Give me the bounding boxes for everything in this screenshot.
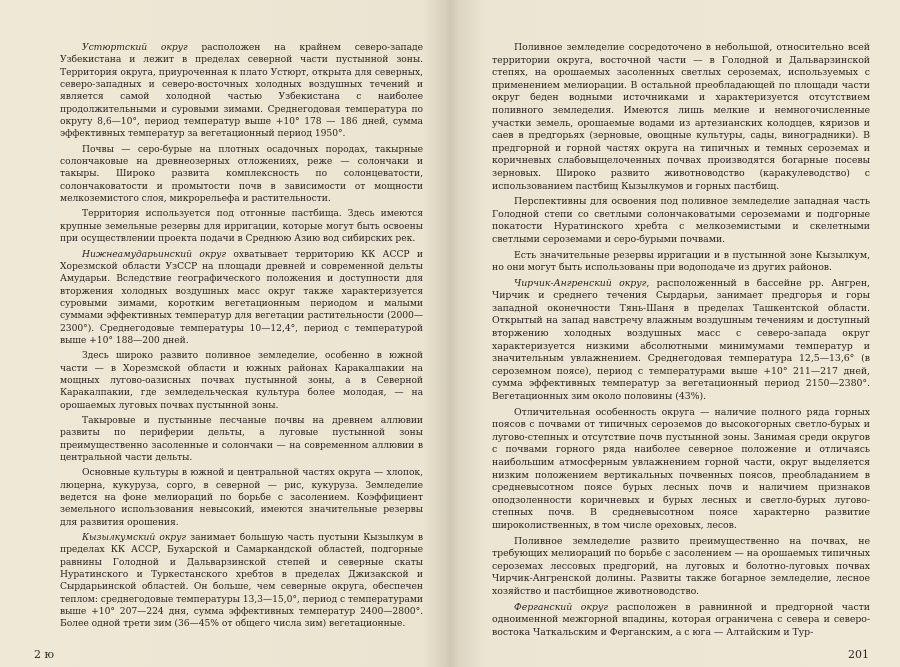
paragraph-text: Есть значительные резервы ирригации и в пустынной зоне Кызылкум, но они могут быть использованы при водоподаче из других районов. [492,249,870,274]
paragraph [492,278,870,404]
paragraph-text: Почвы — серо-бурые на плотных осадочных породах, такырные солончаковые на древнеозерных отложениях, реже — солончаки и такыры. Широко развита комплексность по солонцеватости, солончаковатости и промытости почв в зависимости от мощности мелкоземистого слоя, микрорельефа и растительности. [60,143,423,205]
district-name: Устюртский округ [82,42,188,53]
paragraph-text: Основные культуры в южной и центральной частях округа — хлопок, люцерна, кукуруза, сорго, в северной — рис, кукуруза. Земледелие ведется на фоне мелиораций по борьбе с засолением. Коэффициент земельного использования невысокий, имеются значительные резервы для развития орошения. [60,467,423,528]
paragraph [492,407,870,533]
paragraph [60,208,423,245]
paragraph [60,144,423,206]
right-page [450,0,900,667]
paragraph [60,42,423,141]
right-text-column [492,42,870,639]
paragraph [492,536,870,599]
paragraph-text: расположен в равнинной и предгорной части одноименной межгорной впадины, которая ограничена с севера и северо-востока Чаткальским и Ферганским, а с юга — Алтайским и Тур- [492,601,871,638]
paragraph-text: Территория используется под отгонные пастбища. Здесь имеются крупные земельные резервы для ирригации, которые могут быть освоены при осуществлении проекта подачи в Среднюю Азию вод сибирских рек. [60,208,423,245]
paragraph-text: расположен на крайнем северо-западе Узбекистана и лежит в пределах северной части пустынной зоны. Территория округа, приуроченная к плато Устюрт, открыта для северных, северо-западных и северо-восточных холодных воздушных течений и является самой холодной частью Узбекистана с наиболее продолжительными и суровыми зимами. Среднегодовая температура по округу 8,6—10°, период температур выше +10° 178 — 186 дней, сумма эффективных температур за вегетационный период 1950°. [60,42,423,140]
paragraph [60,415,423,464]
paragraph-text: охватывает территорию КК АССР и Хорезмской области УзССР на площади древней и современной дельты Амударьи. Вследствие географического положения и доступности для вторжения холодных воздушных масс округ также характеризуется суровыми зимами, коротким вегетационным периодом и малыми суммами эффективных температур для вегетации растительности (2000—2300°). Среднегодовые температуры 10—12,4°, период с температурой выше +10° 188—200 дней. [60,248,423,346]
right-page-number: 201 [848,648,869,661]
paragraph [60,532,423,631]
paragraph [60,249,423,348]
paragraph [60,350,423,412]
paragraph [60,467,423,529]
paragraph-text: Здесь широко развито поливное земледелие, особенно в южной части — в Хорезмской области и южных районах Каракалпакии на мощных лугово-оазисных почвах пустынной зоны, а в Северной Каракалпакии, где земледельческая культура более молодая, — на орошаемых луговых почвах пустынной зоны. [60,350,423,411]
paragraph-text: занимает большую часть пустыни Кызылкум в пределах КК АССР, Бухарской и Самаркандской областей, подгорные равнины Голодной и Дальварзинской степей и северные скаты Нуратинского и Туркестанского хребтов в пределах Джизакской и Сырдарьинской областей. Он больше, чем северные округа, обеспечен теплом: среднегодовые температуры 13,3—15,0°, период с температурами выше +10° 207—224 дня, сумма эффективных температур 2400—2800°. Более одной трети зим (36—45% от общего числа зим) вегетационные. [60,532,423,630]
paragraph-text: Поливное земледелие развито преимущественно на почвах, не требующих мелиораций по борьбе с засолением — на орошаемых типичных сероземах лессовых предгорий, на луговых и болотно-луговых почвах Чирчик-Ангренской долины. Развиты также богарное земледелие, лесное хозяйство и пастбищное животноводство. [492,535,870,597]
paragraph-text: Перспективны для освоения под поливное земледелие западная часть Голодной степи со светлыми солончаковатыми сероземами и подгорные покатости Нуратинского хребта с мелкоземистыми и скелетными светлыми сероземами и серо-бурыми почвами. [492,196,870,245]
paragraph [492,250,870,275]
paragraph-text: Такыровые и пустынные песчаные почвы на древнем аллювии развиты по периферии дельты, а луговые пустынной зоны преимущественно засоленные и солончаки — на современном аллювии в центральной части дельты. [60,414,423,463]
left-text-column [60,42,423,631]
left-page-number: 2 ю [34,648,55,661]
paragraph [492,196,870,246]
paragraph-text: Отличительная особенность округа — наличие полного ряда горных поясов с почвами от типичных сероземов до высокогорных светло-бурых и лугово-степных и отсутствие почв пустынной зоны. Занимая среди округов с почвами горного ряда наиболее северное положение и отличаясь наибольшим атмосферным увлажнением горной части, округ выделяется низким положением вертикальных почвенных поясов, преобладанием в средневысотном поясе бурых лесных почв и наличием признаков оподзоленности коричневых и бурых лесных и светло-бурых лугово-степных почв. В средневысотном поясе характерно развитие широколиственных, в том числе ореховых, лесов. [492,406,870,531]
district-name: Кызылкумский округ [82,532,187,544]
district-name: Чирчик-Ангренский округ [514,277,647,289]
paragraph-text: , расположенный в бассейне рр. Ангрен, Чирчик и среднего течения Сырдарьи, занимает предгорья и горы западной оконечности Тянь-Шаня в пределах Ташкентской области. Открытый на запад навстречу влажным воздушным течениям и доступный вторжению холодных воздушных масс с северо-запада округ характеризуется низкими абсолютными минимумами температур и значительным увлажнением. Среднегодовая температура 12,5—13,6° (в сероземном поясе), период с температурами выше +10° 211—217 дней, сумма эффективных температур за вегетационный период 2150—2380°. Вегетационных зим около половины (43%). [492,277,870,403]
paragraph [492,602,870,640]
paragraph-text: Поливное земледелие сосредоточено в небольшой, относительно всей территории округа, восточной части — в Голодной и Дальварзинской степях, на орошаемых засоленных светлых сероземах, используемых с применением мелиорации. В остальной преобладающей по площади части округ беден водными источниками и характеризуется отсутствием поливного земледелия. Имеются лишь мелкие и немногочисленные участки земель, орошаемые водами из артезианских колодцев, кяризов и саев в предгорьях (зерновые, овощные культуры, сады, виноградники). В предгорной и горной частях округа на типичных и темных сероземах и коричневых слабовыщелоченных почвах производятся богарные посевы зерновых. Широко развито животноводство (каракулеводство) с использованием пастбищ Кызылкумов и горных пастбищ. [492,42,870,192]
district-name: Нижнеамударьинский округ [82,248,226,260]
paragraph [492,42,870,193]
district-name: Ферганский округ [514,601,608,613]
